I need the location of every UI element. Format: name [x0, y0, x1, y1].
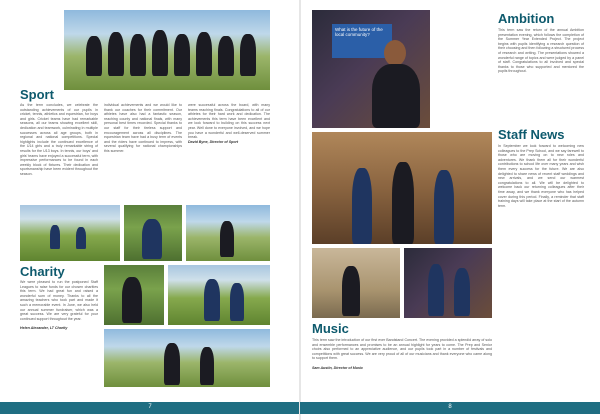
- staff-figure: [352, 168, 372, 244]
- ambition-heading: Ambition: [498, 11, 555, 26]
- staff-news-body: In September we look forward to welcoming new colleagues to the Prep School, and we say farewell to those who are moving on to new roles and adventures. We thank them all for their wonderful contributions to school life over many years and wish them every success for the future. We are also delighted to share news of recent staff weddings and new arrivals, and we send our warmest congratulations to all. We will be delighted to welcome back our returning colleagues after their time away, and we thank everyone who has helped cover during this period. Finally, a reminder that staff training days will take place at the start of the autumn term.: [498, 144, 584, 208]
- speaker-head: [384, 40, 406, 66]
- music-signature: Sam Austin, Director of Music: [312, 365, 363, 370]
- staff-photo: [312, 132, 492, 244]
- left-page-number: 7: [148, 404, 152, 410]
- music-heading: Music: [312, 321, 349, 336]
- musician-figure: [428, 264, 444, 316]
- ambition-body: This term saw the return of the annual Ambition presentation evening, which follows the completion of the Summer Year Extended Project. The project begins with pupils identifying a research question of their choosing and then following a structured process of research and writing. The presentations showed a wonderful range of topics and were judged by a panel of staff. Congratulations to all involved and special thanks to those who supported and mentored the pupils throughout.: [498, 28, 584, 74]
- sport-heading: Sport: [20, 87, 54, 102]
- staff-news-heading: Staff News: [498, 127, 565, 142]
- player-figure: [152, 30, 168, 76]
- athlete-figure: [220, 221, 234, 257]
- netball-team-photo: [64, 10, 270, 90]
- music-ensemble-photo-2: [404, 248, 492, 318]
- person-figure: [122, 277, 142, 323]
- right-page-number: 8: [448, 404, 452, 410]
- athletics-photo: [186, 205, 270, 261]
- sport-body-col3: [188, 103, 270, 197]
- sport-body-col1: As the term concludes, we celebrate the outstanding achievements of our pupils in cricket, tennis, athletics and equestrian, for boys and girls. Cricket teams have had remarkable seasons, all our teams showing excellent skill, dedication and teamwork, culminating in multiple successes across all age groups, both in regional and national competitions. Special highlights include the continued excellence of the U14 girls and a truly remarkable string of results for the U13 boys. In tennis, our boys' and girls' teams have enjoyed a successful term, with impressive performances to be found in each weekly block of fixtures. Their dedication and sportsmanship have been evident throughout the season.: [20, 103, 98, 176]
- presentation-screen-text: What is the future of the local community?: [335, 27, 383, 37]
- staff-figure: [434, 170, 454, 244]
- player-figure: [86, 36, 102, 76]
- charity-signature: Helen Alexander, LT Charity: [20, 325, 68, 330]
- pupil-figure: [142, 219, 162, 259]
- music-body-text: This term saw the introduction of our first ever Bandstand Concert. The evening provided a splendid array of solo and ensemble performances and promises to be an annual highlight for years to come. The Prep and Senior choirs also performed to an appreciative audience, and our pupils took part in a number of festivals and competitions with great success. We are very proud of all of our musicians and thank everyone who came along to support them.: [312, 338, 492, 361]
- charity-body: [20, 280, 98, 390]
- musician-figure: [342, 266, 360, 316]
- player-figure: [240, 34, 256, 76]
- sport-signature: David Byne, Director of Sport: [188, 139, 239, 144]
- staff-figure: [392, 162, 414, 244]
- charity-event-photo-1: [104, 265, 164, 325]
- charity-event-photo-3: [104, 329, 270, 387]
- player-figure: [130, 34, 146, 76]
- speaker-figure: [372, 64, 420, 128]
- player-figure: [108, 32, 124, 76]
- ambition-presentation-photo: [312, 10, 430, 128]
- player-figure: [174, 34, 190, 76]
- cricket-pupils-photo: [124, 205, 182, 261]
- left-page-footer: [0, 402, 300, 414]
- musician-figure: [454, 268, 470, 316]
- charity-event-photo-2: [168, 265, 270, 325]
- runner-figure: [76, 227, 86, 249]
- sport-body-col3-text: were successful across the board, with many teams reaching finals. Congratulations to all of our athletes for their hard work and dedication. The achievements this term have been excellent and we look forward to building on this success next year. Well done to everyone involved, and we hope you have a wonderful and well-deserved summer break.: [188, 103, 270, 140]
- charity-body-text: We were pleased to run the postponed Staff Leagues to raise funds for our chosen charities this term. We had great fun and raised a wonderful sum of money. Thanks to all the amazing teachers who took part and made it such a memorable event. In June, we also held our annual summer fundraiser, which was a great success. We are very grateful for your continued support throughout the year.: [20, 280, 98, 321]
- presentation-screen: [332, 24, 392, 58]
- player-figure: [196, 32, 212, 76]
- charity-heading: Charity: [20, 264, 65, 279]
- player-figure: [218, 36, 234, 76]
- sport-body-col2: individual achievements and we would like to thank our coaches for their commitment. Our athletes have also had a fantastic season, reaching county and national finals, with many personal best times recorded. Special thanks to our staff for their tireless support and encouragement across all disciplines. The equestrian team have had a busy term of events and the riders have continued to impress, with several qualifying for national championships this summer.: [104, 103, 182, 153]
- right-page-footer: [300, 402, 600, 414]
- sports-day-photo-left: [20, 205, 120, 261]
- runner-figure: [50, 225, 60, 249]
- person-figure: [204, 279, 220, 321]
- person-figure: [230, 283, 244, 321]
- person-figure: [164, 343, 180, 385]
- music-body: [312, 338, 492, 394]
- music-ensemble-photo-1: [312, 248, 400, 318]
- person-figure: [200, 347, 214, 385]
- page-gutter: [299, 0, 301, 420]
